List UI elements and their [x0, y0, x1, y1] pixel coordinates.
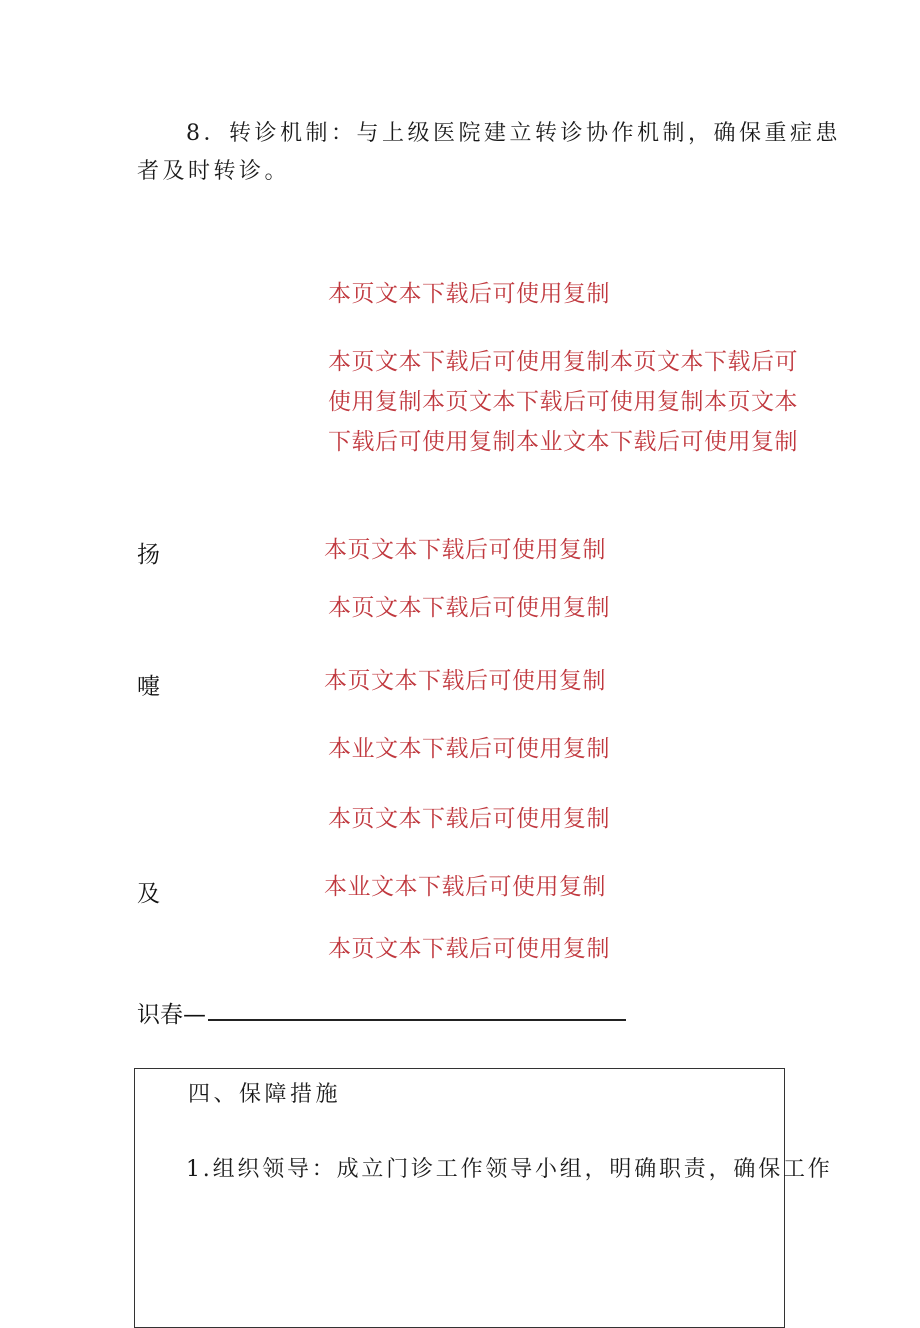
- section-item: 1.组织领导：成立门诊工作领导小组，明确职责，确保工作: [186, 1157, 833, 1182]
- watermark-text: 本页文本下载后可使用复制: [324, 537, 606, 563]
- side-character: 及: [137, 881, 160, 907]
- paragraph-line-2: 者及时转诊。: [137, 159, 291, 184]
- watermark-text: 本页文本下载后可使用复制: [328, 806, 610, 832]
- watermark-text: 本业文本下载后可使用复制: [324, 874, 606, 900]
- side-character: 嚏: [137, 674, 160, 700]
- watermark-text: 本页文本下载后可使用复制: [328, 595, 610, 621]
- watermark-text: 本页文本下载后可使用复制: [324, 668, 606, 694]
- watermark-text: 本页文本下载后可使用复制: [328, 281, 610, 307]
- paragraph-line-1: 8．转诊机制：与上级医院建立转诊协作机制，确保重症患: [186, 121, 841, 146]
- signature-underline: [208, 1019, 626, 1021]
- section-heading: 四、保障措施: [188, 1082, 342, 1107]
- watermark-text-block: 本页文本下载后可使用复制本页文本下载后可使用复制本页文本下载后可使用复制本页文本下载后可使用复制本业文本下载后可使用复制: [328, 349, 798, 455]
- watermark-text: 本页文本下载后可使用复制: [328, 936, 610, 962]
- side-character: 扬: [137, 542, 160, 568]
- watermark-text: 本业文本下载后可使用复制: [328, 736, 610, 762]
- signature-label: 识春—: [137, 1002, 206, 1028]
